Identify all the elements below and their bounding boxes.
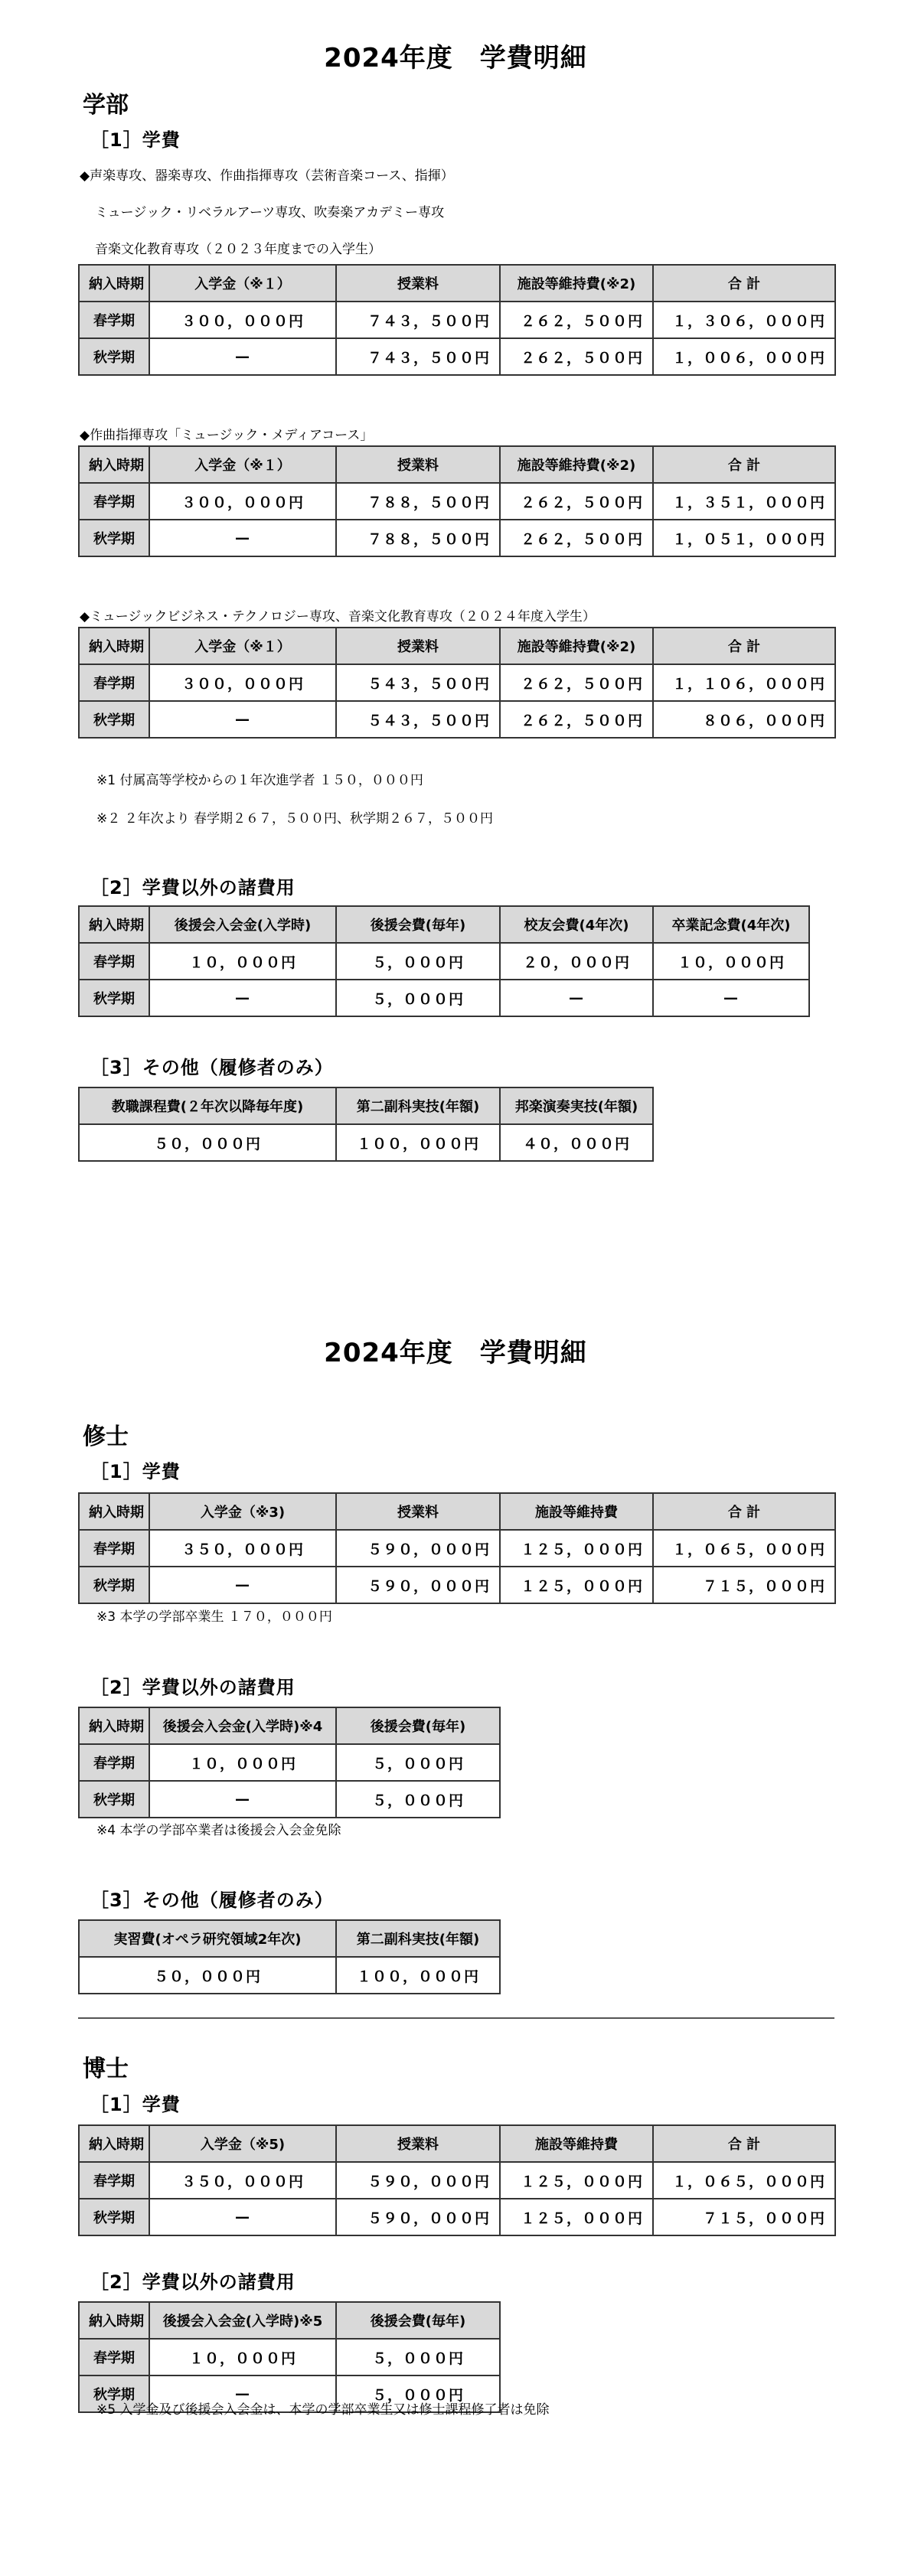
table-cell: ３００，０００円 — [149, 664, 336, 701]
header-cell: 後援会入会金(入学時)※4 — [149, 1707, 336, 1744]
header-cell: 納入時期 — [79, 2125, 149, 2162]
row-label: 春学期 — [79, 664, 149, 701]
table-cell: ７８８，５００円 — [336, 483, 500, 520]
row-label: 秋学期 — [79, 701, 149, 738]
program-note: ◆作曲指揮専攻「ミュージック・メディアコース」 — [80, 428, 374, 443]
header-cell: 後援会費(毎年) — [336, 2302, 500, 2339]
table-cell: — — [149, 338, 336, 375]
header-cell: 施設等維持費(※2) — [500, 628, 653, 664]
section-heading-master: 修士 — [83, 1423, 129, 1450]
subsection-other-fees: ［2］学費以外の諸費用 — [90, 2271, 296, 2293]
subsection-tuition: ［1］学費 — [90, 1461, 181, 1482]
row-label: 秋学期 — [79, 1567, 149, 1603]
row-label: 秋学期 — [79, 2375, 149, 2412]
table-cell: — — [149, 2199, 336, 2235]
header-cell: 納入時期 — [79, 906, 149, 943]
header-cell: 納入時期 — [79, 1493, 149, 1530]
table-cell: １２５，０００円 — [500, 2162, 653, 2199]
table-cell: — — [149, 1567, 336, 1603]
page-title: 2024年度 学費明細 — [324, 43, 587, 73]
table-cell: ２６２，５００円 — [500, 520, 653, 556]
table-cell: ５４３，５００円 — [336, 664, 500, 701]
table-cell: １，０６５，０００円 — [653, 1530, 835, 1567]
header-cell: 入学金（※１） — [149, 628, 336, 664]
header-cell: 施設等維持費 — [500, 2125, 653, 2162]
header-cell: 合 計 — [653, 1493, 835, 1530]
subsection-tuition: ［1］学費 — [90, 2094, 181, 2115]
program-note: ◆ミュージックビジネス・テクノロジー専攻、音楽文化教育専攻（２０２４年度入学生） — [80, 609, 596, 624]
table-cell: — — [149, 980, 336, 1016]
table-cell: ２６２，５００円 — [500, 302, 653, 338]
table-cell: １，３０６，０００円 — [653, 302, 835, 338]
table-cell: ５０，０００円 — [79, 1124, 336, 1161]
table-cell: ７８８，５００円 — [336, 520, 500, 556]
header-cell: 施設等維持費 — [500, 1493, 653, 1530]
table-cell: ５０，０００円 — [79, 1957, 336, 1994]
subsection-optional-fees: ［3］その他（履修者のみ） — [90, 1057, 334, 1078]
table-cell: １００，０００円 — [336, 1124, 500, 1161]
row-label: 秋学期 — [79, 520, 149, 556]
table-cell: １０，０００円 — [149, 2339, 336, 2375]
row-label: 秋学期 — [79, 980, 149, 1016]
header-cell: 納入時期 — [79, 2302, 149, 2339]
table-cell: １０，０００円 — [653, 943, 809, 980]
footnote: ※２ ２年次より 春学期２６７，５００円、秋学期２６７，５００円 — [96, 811, 494, 827]
header-cell: 校友会費(4年次) — [500, 906, 653, 943]
tuition-table-b — [78, 445, 836, 557]
table-cell: １，０６５，０００円 — [653, 2162, 835, 2199]
table-cell: ８０６，０００円 — [653, 701, 835, 738]
footnote: ※5 入学金及び後援会入会金は、本学の学部卒業生又は修士課程修了者は免除 — [96, 2402, 550, 2418]
header-cell: 邦楽演奏実技(年額) — [500, 1087, 653, 1124]
table-cell: １０，０００円 — [149, 943, 336, 980]
table-cell: ３００，０００円 — [149, 483, 336, 520]
header-cell: 授業料 — [336, 265, 500, 302]
table-cell: ５，０００円 — [336, 1781, 500, 1818]
section-heading-doctor: 博士 — [83, 2056, 129, 2082]
table-cell: ２６２，５００円 — [500, 701, 653, 738]
table-cell: ５９０，０００円 — [336, 1530, 500, 1567]
header-cell: 授業料 — [336, 2125, 500, 2162]
table-cell: ５９０，０００円 — [336, 1567, 500, 1603]
table-cell: ２６２，５００円 — [500, 338, 653, 375]
header-cell: 入学金（※3) — [149, 1493, 336, 1530]
header-cell: 合 計 — [653, 628, 835, 664]
table-cell: — — [500, 980, 653, 1016]
table-cell: １０，０００円 — [149, 1744, 336, 1781]
program-note: ミュージック・リベラルアーツ専攻、吹奏楽アカデミー専攻 — [95, 205, 445, 220]
tuition-table-a — [78, 264, 836, 376]
other-fees-table — [78, 905, 810, 1017]
program-note: ◆声楽専攻、器楽専攻、作曲指揮専攻（芸術音楽コース、指揮） — [80, 168, 454, 184]
table-cell: ５９０，０００円 — [336, 2199, 500, 2235]
footnote: ※1 付属高等学校からの１年次進学者 １５０，０００円 — [96, 773, 423, 788]
row-label: 春学期 — [79, 1744, 149, 1781]
master-tuition-table — [78, 1492, 836, 1604]
header-cell: 納入時期 — [79, 446, 149, 483]
header-cell: 納入時期 — [79, 265, 149, 302]
subsection-other-fees: ［2］学費以外の諸費用 — [90, 877, 296, 898]
optional-fees-table — [78, 1087, 654, 1162]
header-cell: 納入時期 — [79, 628, 149, 664]
table-cell: １，０５１，０００円 — [653, 520, 835, 556]
header-cell: 第二副科実技(年額) — [336, 1087, 500, 1124]
header-cell: 納入時期 — [79, 1707, 149, 1744]
tuition-table-c — [78, 627, 836, 739]
header-cell: 卒業記念費(4年次) — [653, 906, 809, 943]
header-cell: 合 計 — [653, 265, 835, 302]
row-label: 秋学期 — [79, 2199, 149, 2235]
table-cell: １，３５１，０００円 — [653, 483, 835, 520]
table-cell: ５，０００円 — [336, 943, 500, 980]
table-cell: ５，０００円 — [336, 2339, 500, 2375]
header-cell: 後援会入会金(入学時) — [149, 906, 336, 943]
table-cell: １，００６，０００円 — [653, 338, 835, 375]
header-cell: 授業料 — [336, 628, 500, 664]
table-cell: ２０，０００円 — [500, 943, 653, 980]
table-cell: ２６２，５００円 — [500, 483, 653, 520]
table-cell: ４０，０００円 — [500, 1124, 653, 1161]
table-cell: ３５０，０００円 — [149, 2162, 336, 2199]
row-label: 春学期 — [79, 483, 149, 520]
table-cell: ３５０，０００円 — [149, 1530, 336, 1567]
header-cell: 入学金（※１） — [149, 446, 336, 483]
row-label: 春学期 — [79, 943, 149, 980]
table-cell: ３００，０００円 — [149, 302, 336, 338]
header-cell: 後援会費(毎年) — [336, 906, 500, 943]
table-cell: ５，０００円 — [336, 1744, 500, 1781]
section-heading-undergrad: 学部 — [83, 92, 129, 119]
table-cell: — — [149, 2375, 336, 2412]
header-cell: 合 計 — [653, 2125, 835, 2162]
table-cell: — — [149, 520, 336, 556]
table-cell: ５，０００円 — [336, 980, 500, 1016]
row-label: 春学期 — [79, 2162, 149, 2199]
row-label: 秋学期 — [79, 338, 149, 375]
footnote: ※3 本学の学部卒業生 １７０，０００円 — [96, 1609, 332, 1625]
header-cell: 合 計 — [653, 446, 835, 483]
table-cell: ７１５，０００円 — [653, 2199, 835, 2235]
table-cell: １２５，０００円 — [500, 1530, 653, 1567]
table-cell: — — [149, 1781, 336, 1818]
doctor-tuition-table — [78, 2124, 836, 2236]
table-cell: １２５，０００円 — [500, 1567, 653, 1603]
header-cell: 授業料 — [336, 1493, 500, 1530]
table-cell: ５，０００円 — [336, 2375, 500, 2412]
table-cell: １００，０００円 — [336, 1957, 500, 1994]
table-cell: ７１５，０００円 — [653, 1567, 835, 1603]
subsection-tuition: ［1］学費 — [90, 129, 181, 151]
header-cell: 実習費(オペラ研究領域2年次) — [79, 1920, 336, 1957]
subsection-optional-fees: ［3］その他（履修者のみ） — [90, 1890, 334, 1911]
header-cell: 入学金（※5) — [149, 2125, 336, 2162]
doctor-other-fees-table — [78, 2301, 501, 2413]
table-cell: — — [149, 701, 336, 738]
table-cell: ２６２，５００円 — [500, 664, 653, 701]
table-cell: ７４３，５００円 — [336, 338, 500, 375]
master-other-fees-table — [78, 1707, 501, 1818]
header-cell: 後援会入会金(入学時)※5 — [149, 2302, 336, 2339]
subsection-other-fees: ［2］学費以外の諸費用 — [90, 1677, 296, 1698]
header-cell: 施設等維持費(※2) — [500, 265, 653, 302]
master-optional-fees-table — [78, 1919, 501, 1994]
table-cell: １２５，０００円 — [500, 2199, 653, 2235]
header-cell: 後援会費(毎年) — [336, 1707, 500, 1744]
header-cell: 施設等維持費(※2) — [500, 446, 653, 483]
table-cell: １，１０６，０００円 — [653, 664, 835, 701]
table-cell: — — [653, 980, 809, 1016]
row-label: 秋学期 — [79, 1781, 149, 1818]
header-cell: 入学金（※１） — [149, 265, 336, 302]
header-cell: 授業料 — [336, 446, 500, 483]
row-label: 春学期 — [79, 1530, 149, 1567]
footnote: ※4 本学の学部卒業者は後援会入会金免除 — [96, 1823, 341, 1838]
page-title-2: 2024年度 学費明細 — [324, 1338, 587, 1368]
row-label: 春学期 — [79, 302, 149, 338]
row-label: 春学期 — [79, 2339, 149, 2375]
program-note: 音楽文化教育専攻（２０２３年度までの入学生） — [95, 242, 381, 257]
section-divider — [78, 2017, 834, 2019]
table-cell: ５９０，０００円 — [336, 2162, 500, 2199]
table-cell: ７４３，５００円 — [336, 302, 500, 338]
header-cell: 第二副科実技(年額) — [336, 1920, 500, 1957]
table-cell: ５４３，５００円 — [336, 701, 500, 738]
header-cell: 教職課程費(２年次以降毎年度) — [79, 1087, 336, 1124]
